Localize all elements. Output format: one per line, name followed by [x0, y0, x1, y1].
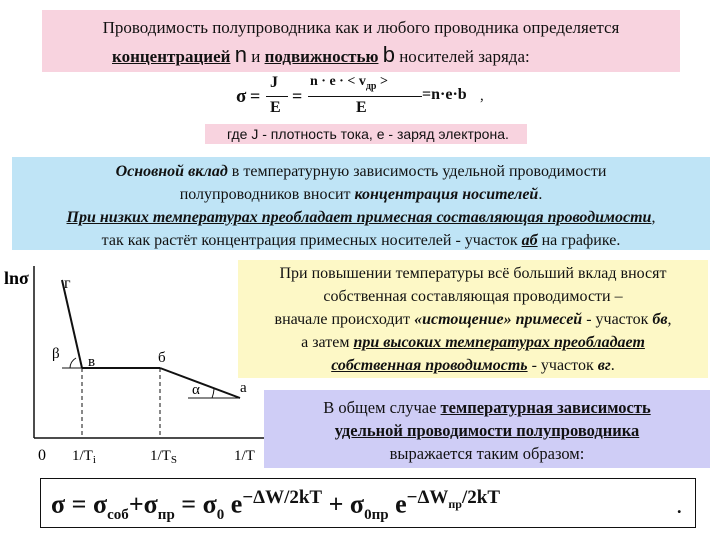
blue-text4: на графике.	[541, 232, 621, 249]
blue-line3	[12, 206, 710, 229]
alpha-label: α	[192, 382, 200, 398]
segment-gv-line	[62, 280, 82, 368]
f2-dot: .	[677, 497, 682, 517]
intro-line1	[42, 18, 680, 38]
y-axis-label: lnσ	[4, 268, 29, 288]
yellow-line5	[238, 354, 708, 377]
yellow-line1: При повышении температуры всё больший вклад вносят	[279, 265, 667, 282]
f2-exp2-sub: пр	[448, 496, 462, 511]
main-contribution: Основной вклад	[115, 163, 228, 180]
f2-sub-sob: соб	[107, 506, 129, 523]
lav-line2: удельной проводимости полупроводника	[334, 421, 640, 440]
temp-dependence-term: температурная зависимость	[440, 398, 651, 417]
f1-fraction-bar1	[266, 96, 288, 97]
f2-exp2b: /2kT	[461, 487, 500, 508]
f1-sigma: σ	[236, 86, 247, 107]
blue-line2	[12, 183, 710, 206]
blue-line4	[12, 229, 710, 252]
formula-conductivity	[232, 72, 494, 122]
f1-numerator	[310, 74, 388, 92]
f1-eq2: =	[292, 86, 303, 106]
f2-body	[51, 487, 500, 524]
intro-line2	[112, 42, 692, 68]
f1-comma: ,	[480, 88, 484, 104]
intrinsic-conductivity: собственная проводимость	[331, 357, 528, 374]
f2-exp1: −ΔW/2kT	[242, 487, 323, 508]
high-temperature-block	[238, 260, 708, 378]
f2-e2: e	[395, 489, 407, 519]
f1-fraction-bar2	[308, 96, 422, 97]
yellow-line2: собственная составляющая проводимости –	[323, 288, 623, 305]
high-temp-statement: при высоких температурах преобладает	[353, 334, 645, 351]
segment-ba-line	[160, 368, 240, 398]
f1-E2: E	[356, 99, 367, 116]
point-v-label: в	[88, 354, 96, 370]
symbol-n: n	[234, 42, 247, 67]
point-b-label: б	[158, 350, 166, 366]
beta-arc	[70, 358, 76, 368]
blue-line1	[12, 160, 710, 183]
blue-text1: в температурную зависимость удельной проводимости	[231, 163, 607, 180]
f2-sigma: σ	[51, 489, 66, 519]
f2-sub-pr: пр	[157, 506, 175, 523]
segment-ab: аб	[521, 232, 538, 249]
f2-sigma0: σ	[202, 489, 217, 519]
lav-l1a: В общем случае	[323, 398, 437, 417]
intro-text: Проводимость полупроводника как и любого проводника определяется	[102, 18, 620, 37]
blue-text3: так как растёт концентрация примесных носителей - участок	[101, 232, 518, 249]
yellow-l5b: - участок	[531, 357, 594, 374]
yellow-l3b: - участок	[586, 311, 649, 328]
lav-line1	[264, 396, 710, 419]
term-mobility: подвижностью	[264, 47, 379, 66]
f2-plus1: +	[128, 489, 144, 519]
blue-text2: полупроводников вносит	[179, 186, 351, 203]
segment-vg: вг	[597, 357, 611, 374]
symbol-b: b	[382, 42, 395, 67]
formula-temperature-dependence	[40, 478, 696, 528]
origin-label: 0	[38, 447, 46, 464]
f2-sub0pr: 0пр	[364, 506, 389, 523]
f2-sigma0pr: σ	[349, 489, 365, 519]
f2-eq: =	[71, 489, 87, 519]
f2-e1: e	[230, 489, 243, 519]
carrier-concentration: концентрация носителей	[354, 186, 539, 203]
and-word: и	[251, 47, 261, 66]
f2-sigma-pr: σ	[143, 489, 158, 519]
beta-label: β	[52, 346, 60, 362]
f1-E1: E	[270, 99, 281, 116]
lav-line3: выражается таким образом:	[389, 444, 585, 463]
point-g-label: г	[64, 275, 71, 292]
f2-plus2: +	[328, 489, 344, 519]
conductivity-graph	[0, 258, 270, 468]
f2-sigma-sob: σ	[92, 489, 108, 519]
alpha-arc	[212, 389, 214, 398]
f1-num-text: n · e · < v	[310, 74, 366, 89]
f2-exp2a: −ΔW	[406, 487, 449, 508]
segment-bv: бв	[652, 311, 668, 328]
tick-1-t: 1/T	[234, 448, 255, 464]
yellow-l4a: а затем	[301, 334, 350, 351]
yellow-line4	[238, 331, 708, 354]
f1-num-end: >	[379, 74, 388, 89]
tick-1-ti: $1/T_i$	[72, 448, 96, 466]
f2-eq2: =	[181, 489, 197, 519]
f1-num-sub: др	[365, 80, 377, 92]
f2-sub0: 0	[216, 506, 225, 523]
blue-dot: .	[538, 186, 543, 203]
f1-J: J	[270, 74, 278, 91]
term-concentration: концентрацией	[112, 47, 231, 66]
yellow-l3a: вначале происходит	[274, 311, 411, 328]
f2-exp2	[406, 487, 500, 511]
where-note-text: где J - плотность тока, е - заряд электрона.	[227, 126, 509, 142]
yellow-comma: ,	[667, 311, 672, 328]
depletion-term: «истощение» примесей	[414, 311, 583, 328]
f1-eq1: =	[250, 86, 261, 106]
yellow-line3	[238, 308, 708, 331]
f1-result: =n·e·b	[422, 86, 467, 103]
low-temperature-block	[12, 157, 710, 250]
low-temp-statement: При низких температурах преобладает примесная составляющая проводимости	[66, 209, 652, 226]
point-a-label: а	[240, 380, 247, 396]
tick-1-ts: $1/T_S$	[150, 448, 177, 466]
blue-comma: ,	[651, 209, 656, 226]
general-case-block	[264, 390, 710, 468]
yellow-dot: .	[610, 357, 615, 374]
where-note	[205, 124, 527, 144]
intro-tail: носителей заряда:	[399, 47, 530, 66]
